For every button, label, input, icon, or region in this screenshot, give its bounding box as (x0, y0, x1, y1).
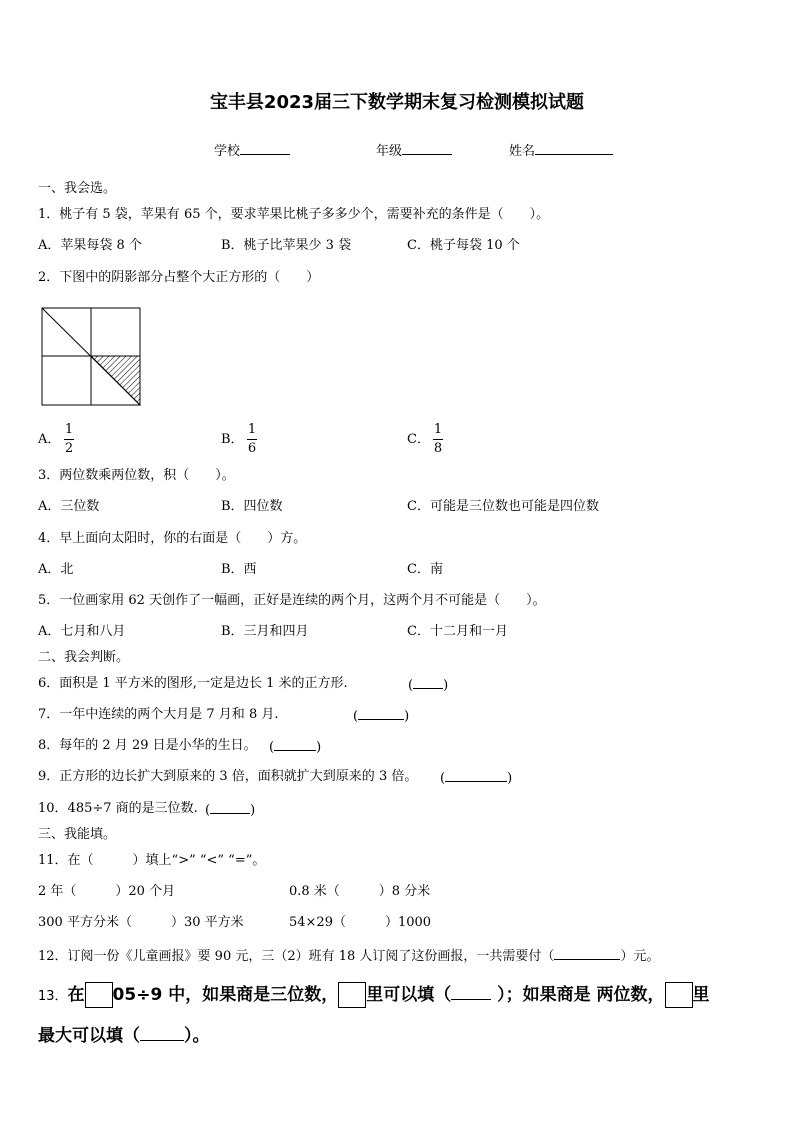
q1-option-c[interactable]: C．桃子每袋 10 个 (407, 238, 520, 253)
q5-option-b[interactable]: B．三月和四月 (221, 624, 309, 639)
question-13-line-1: 13．在 05÷9 中，如果商是三位数， 里可以填（ ）；如果商是 两位数， 里 (38, 980, 710, 1008)
q5-option-c[interactable]: C．十二月和一月 (407, 624, 508, 639)
fraction-a: 1 2 (64, 422, 74, 456)
digit-box-3[interactable] (665, 982, 693, 1008)
q11-compare-1[interactable]: 2 年（ ）20 个月 (38, 884, 176, 899)
q3-option-b[interactable]: B．四位数 (221, 499, 283, 514)
section-2-heading: 二、我会判断。 (38, 650, 130, 665)
q2-option-c[interactable]: C． (407, 432, 430, 447)
section-3-heading: 三、我能填。 (38, 827, 117, 842)
q5-option-a[interactable]: A．七月和八月 (38, 624, 126, 639)
q8-answer-blank[interactable]: ( ) (269, 737, 321, 757)
question-4: 4．早上面向太阳时，你的右面是（ ）方。 (38, 531, 307, 546)
question-13-line-2: 最大可以填（ ）。 (38, 1026, 210, 1046)
q12-answer-blank[interactable] (554, 946, 620, 960)
question-5: 5．一位画家用 62 天创作了一幅画，正好是连续的两个月，这两个月不可能是（ ）。 (38, 593, 546, 608)
q13-answer-blank-1[interactable] (451, 986, 491, 1000)
q11-compare-3[interactable]: 300 平方分米（ ）30 平方米 (38, 915, 244, 930)
q3-option-c[interactable]: C．可能是三位数也可能是四位数 (407, 499, 599, 514)
school-field: 学校 (214, 140, 290, 159)
q11-compare-2[interactable]: 0.8 米（ ）8 分米 (289, 884, 431, 899)
question-1: 1．桃子有 5 袋，苹果有 65 个，要求苹果比桃子多多少个，需要补充的条件是（ ）。 (38, 207, 550, 222)
q7-answer-blank[interactable]: ( ) (353, 706, 409, 726)
q4-option-c[interactable]: C．南 (407, 562, 443, 577)
section-1-heading: 一、我会选。 (38, 181, 117, 196)
question-10: 10．485÷7 商的是三位数. (38, 801, 198, 816)
q13-answer-blank-2[interactable] (140, 1027, 184, 1041)
fraction-c: 1 8 (433, 422, 443, 456)
q9-answer-blank[interactable]: ( ) (440, 768, 512, 788)
digit-box-2[interactable] (338, 982, 366, 1008)
question-2: 2．下图中的阴影部分占整个大正方形的（ ） (38, 270, 320, 285)
grade-blank[interactable] (402, 141, 452, 155)
q1-option-b[interactable]: B．桃子比苹果少 3 袋 (221, 238, 352, 253)
q2-option-a[interactable]: A． (38, 432, 61, 447)
question-11: 11．在（ ）填上“>” “<” “=”。 (38, 853, 266, 868)
digit-box-1[interactable] (85, 982, 113, 1008)
name-blank[interactable] (535, 141, 613, 155)
question-6: 6．面积是 1 平方米的图形,一定是边长 1 米的正方形. (38, 676, 348, 691)
question-8: 8．每年的 2 月 29 日是小华的生日。 (38, 738, 257, 753)
question-3: 3．两位数乘两位数，积（ ）。 (38, 468, 235, 483)
school-blank[interactable] (240, 141, 290, 155)
fraction-b: 1 6 (247, 422, 257, 456)
q11-compare-4[interactable]: 54×29（ ）1000 (289, 915, 432, 930)
question-12: 12．订阅一份《儿童画报》要 90 元，三（2）班有 18 人订阅了这份画报，一共需要付（ ）元。 (38, 946, 659, 966)
question-7: 7．一年中连续的两个大月是 7 月和 8 月. (38, 707, 279, 722)
name-field: 姓名 (509, 140, 613, 159)
grade-field: 年级 (376, 140, 452, 159)
q1-option-a[interactable]: A．苹果每袋 8 个 (38, 238, 142, 253)
q4-option-a[interactable]: A．北 (38, 562, 74, 577)
square-figure (40, 306, 144, 408)
q6-answer-blank[interactable]: ( ) (408, 675, 448, 695)
q2-option-b[interactable]: B． (221, 432, 244, 447)
question-9: 9．正方形的边长扩大到原来的 3 倍，面积就扩大到原来的 3 倍。 (38, 769, 418, 784)
q3-option-a[interactable]: A．三位数 (38, 499, 100, 514)
page-title: 宝丰县2023届三下数学期末复习检测模拟试题 (209, 92, 585, 113)
q4-option-b[interactable]: B．西 (221, 562, 257, 577)
q10-answer-blank[interactable]: ( ) (205, 800, 255, 820)
